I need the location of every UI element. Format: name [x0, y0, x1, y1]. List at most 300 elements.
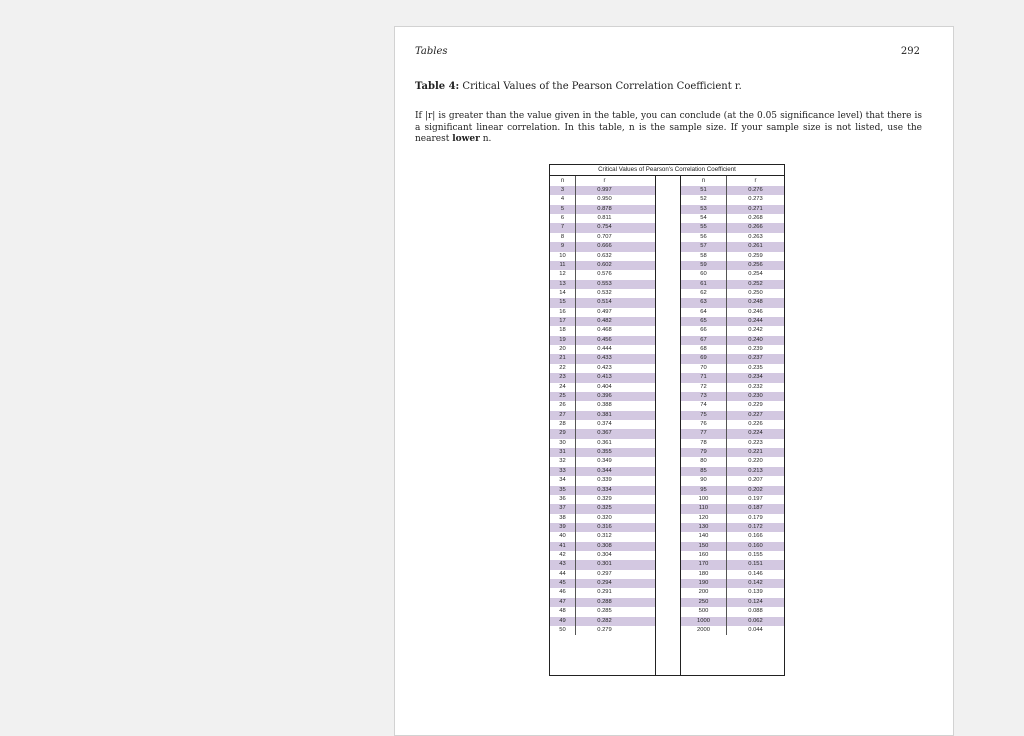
table-row: [550, 551, 655, 560]
cell-n: 54: [681, 214, 727, 223]
table-row: [681, 429, 784, 438]
cell-n: 120: [681, 514, 727, 523]
table-row: [681, 626, 784, 635]
cell-n: 160: [681, 551, 727, 560]
table-row: [550, 560, 655, 569]
caption-text: Critical Values of the Pearson Correlation Coefficient r.: [459, 81, 742, 92]
cell-r: 0.155: [748, 552, 763, 559]
cell-r: 0.213: [748, 467, 763, 474]
table-row: [681, 298, 784, 307]
table-row: [550, 195, 655, 204]
table-row: [550, 401, 655, 410]
table-row: [681, 411, 784, 420]
cell-r: 0.413: [597, 374, 612, 381]
table-row: [681, 457, 784, 466]
cell-r: 0.950: [597, 196, 612, 203]
cell-n: 9: [550, 242, 576, 251]
cell-r: 0.223: [748, 439, 763, 446]
right-column-header: [681, 176, 784, 186]
cell-n: 90: [681, 476, 727, 485]
cell-n: 77: [681, 429, 727, 438]
table-row: [681, 551, 784, 560]
table-row: [681, 383, 784, 392]
left-column-group: [550, 176, 655, 675]
table-row: [550, 317, 655, 326]
cell-r: 0.279: [597, 626, 612, 633]
cell-n: 250: [681, 598, 727, 607]
cell-r: 0.227: [748, 411, 763, 418]
cell-r: 0.396: [597, 392, 612, 399]
table-row: [681, 345, 784, 354]
instruction-paragraph: [415, 111, 922, 146]
cell-n: 23: [550, 373, 576, 382]
cell-n: 41: [550, 542, 576, 551]
cell-r: 0.229: [748, 402, 763, 409]
cell-n: 15: [550, 298, 576, 307]
cell-n: 34: [550, 476, 576, 485]
table-row: [681, 401, 784, 410]
cell-r: 0.254: [748, 271, 763, 278]
cell-r: 0.285: [597, 608, 612, 615]
cell-n: 4: [550, 195, 576, 204]
cell-r: 0.312: [597, 533, 612, 540]
cell-r: 0.261: [748, 243, 763, 250]
table-row: [681, 354, 784, 363]
table-row: [550, 626, 655, 635]
table-row: [550, 495, 655, 504]
table-row: [681, 205, 784, 214]
table-row: [681, 570, 784, 579]
cell-r: 0.151: [748, 561, 763, 568]
cell-r: 0.276: [748, 187, 763, 193]
cell-r: 0.349: [597, 458, 612, 465]
table-row: [550, 439, 655, 448]
table-row: [681, 607, 784, 616]
cell-n: 200: [681, 588, 727, 597]
table-row: [681, 261, 784, 270]
cell-r: 0.576: [597, 271, 612, 278]
cell-n: 190: [681, 579, 727, 588]
cell-n: 19: [550, 336, 576, 345]
cell-r: 0.404: [597, 383, 612, 390]
cell-n: 29: [550, 429, 576, 438]
cell-n: 70: [681, 364, 727, 373]
table-row: [550, 308, 655, 317]
cell-n: 500: [681, 607, 727, 616]
cell-n: 95: [681, 486, 727, 495]
cell-r: 0.325: [597, 505, 612, 512]
cell-n: 6: [550, 214, 576, 223]
cell-n: 22: [550, 364, 576, 373]
cell-n: 31: [550, 448, 576, 457]
table-row: [681, 495, 784, 504]
running-header: Tables: [415, 46, 448, 57]
cell-r: 0.381: [597, 411, 612, 418]
cell-r: 0.497: [597, 308, 612, 315]
cell-r: 0.244: [748, 318, 763, 325]
table-row: [550, 270, 655, 279]
table-row: [550, 280, 655, 289]
table-row: [550, 457, 655, 466]
cell-n: 100: [681, 495, 727, 504]
cell-n: 59: [681, 261, 727, 270]
table-row: [550, 579, 655, 588]
cell-n: 58: [681, 252, 727, 261]
cell-n: 35: [550, 486, 576, 495]
cell-r: 0.334: [597, 486, 612, 493]
cell-n: 26: [550, 401, 576, 410]
cell-n: 85: [681, 467, 727, 476]
cell-r: 0.288: [597, 598, 612, 605]
cell-n: 14: [550, 289, 576, 298]
cell-n: 150: [681, 542, 727, 551]
cell-n: 1000: [681, 617, 727, 626]
cell-n: 10: [550, 252, 576, 261]
cell-r: 0.187: [748, 505, 763, 512]
cell-n: 52: [681, 195, 727, 204]
cell-r: 0.124: [748, 598, 763, 605]
cell-r: 0.294: [597, 580, 612, 587]
cell-r: 0.230: [748, 392, 763, 399]
table-caption: [415, 81, 742, 92]
table-row: [550, 588, 655, 597]
cell-r: 0.172: [748, 523, 763, 530]
table-row: [550, 429, 655, 438]
cell-n: 64: [681, 308, 727, 317]
cell-n: 24: [550, 383, 576, 392]
cell-n: 110: [681, 504, 727, 513]
cell-n: 16: [550, 308, 576, 317]
table-row: [681, 214, 784, 223]
cell-r: 0.221: [748, 449, 763, 456]
table-title: Critical Values of Pearson's Correlation Coefficient: [550, 165, 784, 176]
table-row: [681, 560, 784, 569]
table-row: [550, 598, 655, 607]
table-row: [681, 392, 784, 401]
cell-r: 0.263: [748, 233, 763, 240]
cell-r: 0.456: [597, 336, 612, 343]
cell-r: 0.316: [597, 523, 612, 530]
cell-r: 0.433: [597, 355, 612, 362]
cell-r: 0.304: [597, 552, 612, 559]
cell-n: 33: [550, 467, 576, 476]
cell-n: 74: [681, 401, 727, 410]
table-row: [681, 448, 784, 457]
cell-n: 50: [550, 626, 576, 635]
cell-r: 0.062: [748, 617, 763, 624]
left-column-header: [550, 176, 655, 186]
cell-r: 0.202: [748, 486, 763, 493]
para-text-2: n.: [479, 134, 492, 144]
cell-r: 0.142: [748, 580, 763, 587]
cell-n: 71: [681, 373, 727, 382]
cell-r: 0.271: [748, 205, 763, 212]
table-row: [681, 467, 784, 476]
table-row: [550, 523, 655, 532]
header-n: n: [550, 176, 576, 186]
cell-r: 0.234: [748, 374, 763, 381]
cell-n: 67: [681, 336, 727, 345]
cell-n: 48: [550, 607, 576, 616]
cell-n: 13: [550, 280, 576, 289]
cell-n: 3: [550, 186, 576, 195]
cell-r: 0.224: [748, 430, 763, 437]
cell-r: 0.339: [597, 477, 612, 484]
cell-n: 7: [550, 223, 576, 232]
cell-r: 0.139: [748, 589, 763, 596]
cell-n: 28: [550, 420, 576, 429]
table-row: [550, 223, 655, 232]
table-row: [681, 373, 784, 382]
cell-n: 25: [550, 392, 576, 401]
table-row: [681, 289, 784, 298]
cell-n: 17: [550, 317, 576, 326]
cell-r: 0.754: [597, 224, 612, 231]
cell-r: 0.632: [597, 252, 612, 259]
table-row: [681, 186, 784, 195]
table-row: [681, 242, 784, 251]
cell-n: 180: [681, 570, 727, 579]
page-number: 292: [900, 46, 920, 57]
cell-r: 0.344: [597, 467, 612, 474]
cell-n: 37: [550, 504, 576, 513]
cell-n: 20: [550, 345, 576, 354]
table-row: [681, 420, 784, 429]
column-divider: [655, 176, 681, 675]
table-row: [550, 205, 655, 214]
table-row: [550, 373, 655, 382]
cell-n: 61: [681, 280, 727, 289]
cell-n: 72: [681, 383, 727, 392]
cell-n: 8: [550, 233, 576, 242]
cell-n: 60: [681, 270, 727, 279]
cell-n: 56: [681, 233, 727, 242]
cell-r: 0.482: [597, 318, 612, 325]
cell-n: 68: [681, 345, 727, 354]
table-row: [550, 420, 655, 429]
table-row: [550, 298, 655, 307]
cell-r: 0.423: [597, 364, 612, 371]
cell-r: 0.146: [748, 570, 763, 577]
table-row: [550, 514, 655, 523]
cell-n: 45: [550, 579, 576, 588]
cell-r: 0.553: [597, 280, 612, 287]
table-row: [681, 598, 784, 607]
cell-n: 73: [681, 392, 727, 401]
table-row: [550, 364, 655, 373]
cell-r: 0.367: [597, 430, 612, 437]
cell-r: 0.248: [748, 299, 763, 306]
header-n: n: [681, 176, 727, 186]
cell-r: 0.242: [748, 327, 763, 334]
cell-r: 0.329: [597, 495, 612, 502]
table-row: [681, 280, 784, 289]
cell-n: 11: [550, 261, 576, 270]
table-row: [550, 392, 655, 401]
cell-n: 130: [681, 523, 727, 532]
cell-r: 0.308: [597, 542, 612, 549]
table-row: [681, 233, 784, 242]
table-row: [550, 261, 655, 270]
table-row: [681, 252, 784, 261]
table-row: [681, 317, 784, 326]
cell-n: 38: [550, 514, 576, 523]
cell-r: 0.361: [597, 439, 612, 446]
cell-n: 78: [681, 439, 727, 448]
cell-r: 0.240: [748, 336, 763, 343]
cell-r: 0.320: [597, 514, 612, 521]
cell-r: 0.235: [748, 364, 763, 371]
header-r: r: [603, 178, 606, 184]
cell-n: 36: [550, 495, 576, 504]
table-row: [550, 467, 655, 476]
cell-r: 0.268: [748, 215, 763, 222]
cell-r: 0.166: [748, 533, 763, 540]
table-row: [681, 336, 784, 345]
cell-n: 76: [681, 420, 727, 429]
cell-r: 0.044: [748, 626, 763, 633]
cell-n: 27: [550, 411, 576, 420]
table-row: [681, 439, 784, 448]
header-r: r: [754, 178, 757, 184]
table-row: [550, 542, 655, 551]
cell-r: 0.259: [748, 252, 763, 259]
cell-r: 0.602: [597, 261, 612, 268]
cell-n: 43: [550, 560, 576, 569]
cell-r: 0.197: [748, 495, 763, 502]
cell-r: 0.301: [597, 561, 612, 568]
cell-n: 57: [681, 242, 727, 251]
table-row: [550, 607, 655, 616]
cell-r: 0.388: [597, 402, 612, 409]
cell-n: 69: [681, 354, 727, 363]
table-row: [681, 326, 784, 335]
cell-n: 42: [550, 551, 576, 560]
table-row: [681, 523, 784, 532]
cell-r: 0.252: [748, 280, 763, 287]
cell-n: 49: [550, 617, 576, 626]
cell-n: 140: [681, 532, 727, 541]
table-row: [550, 411, 655, 420]
table-row: [681, 617, 784, 626]
cell-r: 0.250: [748, 289, 763, 296]
cell-n: 75: [681, 411, 727, 420]
table-row: [681, 579, 784, 588]
cell-r: 0.226: [748, 420, 763, 427]
cell-r: 0.291: [597, 589, 612, 596]
cell-n: 32: [550, 457, 576, 466]
para-text-1: If |r| is greater than the value given in the table, you can conclude (at the 0.05 significance level) that there is a significant linear correlation. In this table, n is the sample size. If your sample size is not listed, use the nearest: [415, 111, 922, 144]
caption-label: Table 4:: [415, 81, 460, 92]
table-row: [550, 252, 655, 261]
cell-n: 51: [681, 186, 727, 195]
table-row: [550, 532, 655, 541]
table-row: [550, 617, 655, 626]
table-row: [681, 486, 784, 495]
table-row: [550, 345, 655, 354]
table-row: [550, 326, 655, 335]
table-row: [681, 514, 784, 523]
cell-r: 0.088: [748, 608, 763, 615]
table-row: [681, 542, 784, 551]
cell-r: 0.514: [597, 299, 612, 306]
cell-r: 0.811: [597, 215, 612, 222]
table-row: [550, 476, 655, 485]
cell-r: 0.160: [748, 542, 763, 549]
cell-n: 170: [681, 560, 727, 569]
cell-n: 44: [550, 570, 576, 579]
cell-r: 0.282: [597, 617, 612, 624]
cell-n: 53: [681, 205, 727, 214]
table-row: [550, 448, 655, 457]
cell-n: 65: [681, 317, 727, 326]
document-page: [394, 26, 954, 736]
cell-r: 0.207: [748, 477, 763, 484]
table-row: [681, 476, 784, 485]
cell-r: 0.468: [597, 327, 612, 334]
table-row: [550, 504, 655, 513]
critical-values-table: [549, 164, 785, 676]
cell-r: 0.273: [748, 196, 763, 203]
table-row: [681, 195, 784, 204]
cell-r: 0.246: [748, 308, 763, 315]
cell-n: 2000: [681, 626, 727, 635]
table-row: [550, 214, 655, 223]
table-row: [681, 223, 784, 232]
cell-n: 55: [681, 223, 727, 232]
table-row: [550, 186, 655, 195]
cell-r: 0.237: [748, 355, 763, 362]
table-row: [550, 242, 655, 251]
cell-n: 40: [550, 532, 576, 541]
cell-r: 0.256: [748, 261, 763, 268]
cell-n: 12: [550, 270, 576, 279]
cell-n: 30: [550, 439, 576, 448]
table-row: [681, 364, 784, 373]
cell-r: 0.532: [597, 289, 612, 296]
cell-n: 80: [681, 457, 727, 466]
cell-r: 0.297: [597, 570, 612, 577]
para-bold-word: lower: [452, 134, 480, 144]
table-row: [550, 354, 655, 363]
table-row: [550, 486, 655, 495]
table-row: [681, 308, 784, 317]
table-row: [681, 532, 784, 541]
cell-n: 5: [550, 205, 576, 214]
cell-r: 0.179: [748, 514, 763, 521]
cell-n: 79: [681, 448, 727, 457]
cell-r: 0.232: [748, 383, 763, 390]
cell-n: 21: [550, 354, 576, 363]
table-row: [550, 570, 655, 579]
cell-r: 0.239: [748, 346, 763, 353]
table-row: [550, 383, 655, 392]
table-row: [681, 270, 784, 279]
table-row: [550, 233, 655, 242]
table-row: [550, 289, 655, 298]
cell-r: 0.666: [597, 243, 612, 250]
cell-n: 47: [550, 598, 576, 607]
cell-n: 63: [681, 298, 727, 307]
cell-r: 0.266: [748, 224, 763, 231]
cell-r: 0.355: [597, 449, 612, 456]
cell-n: 62: [681, 289, 727, 298]
cell-r: 0.444: [597, 346, 612, 353]
cell-r: 0.374: [597, 420, 612, 427]
table-row: [681, 588, 784, 597]
cell-r: 0.878: [597, 205, 612, 212]
cell-n: 66: [681, 326, 727, 335]
